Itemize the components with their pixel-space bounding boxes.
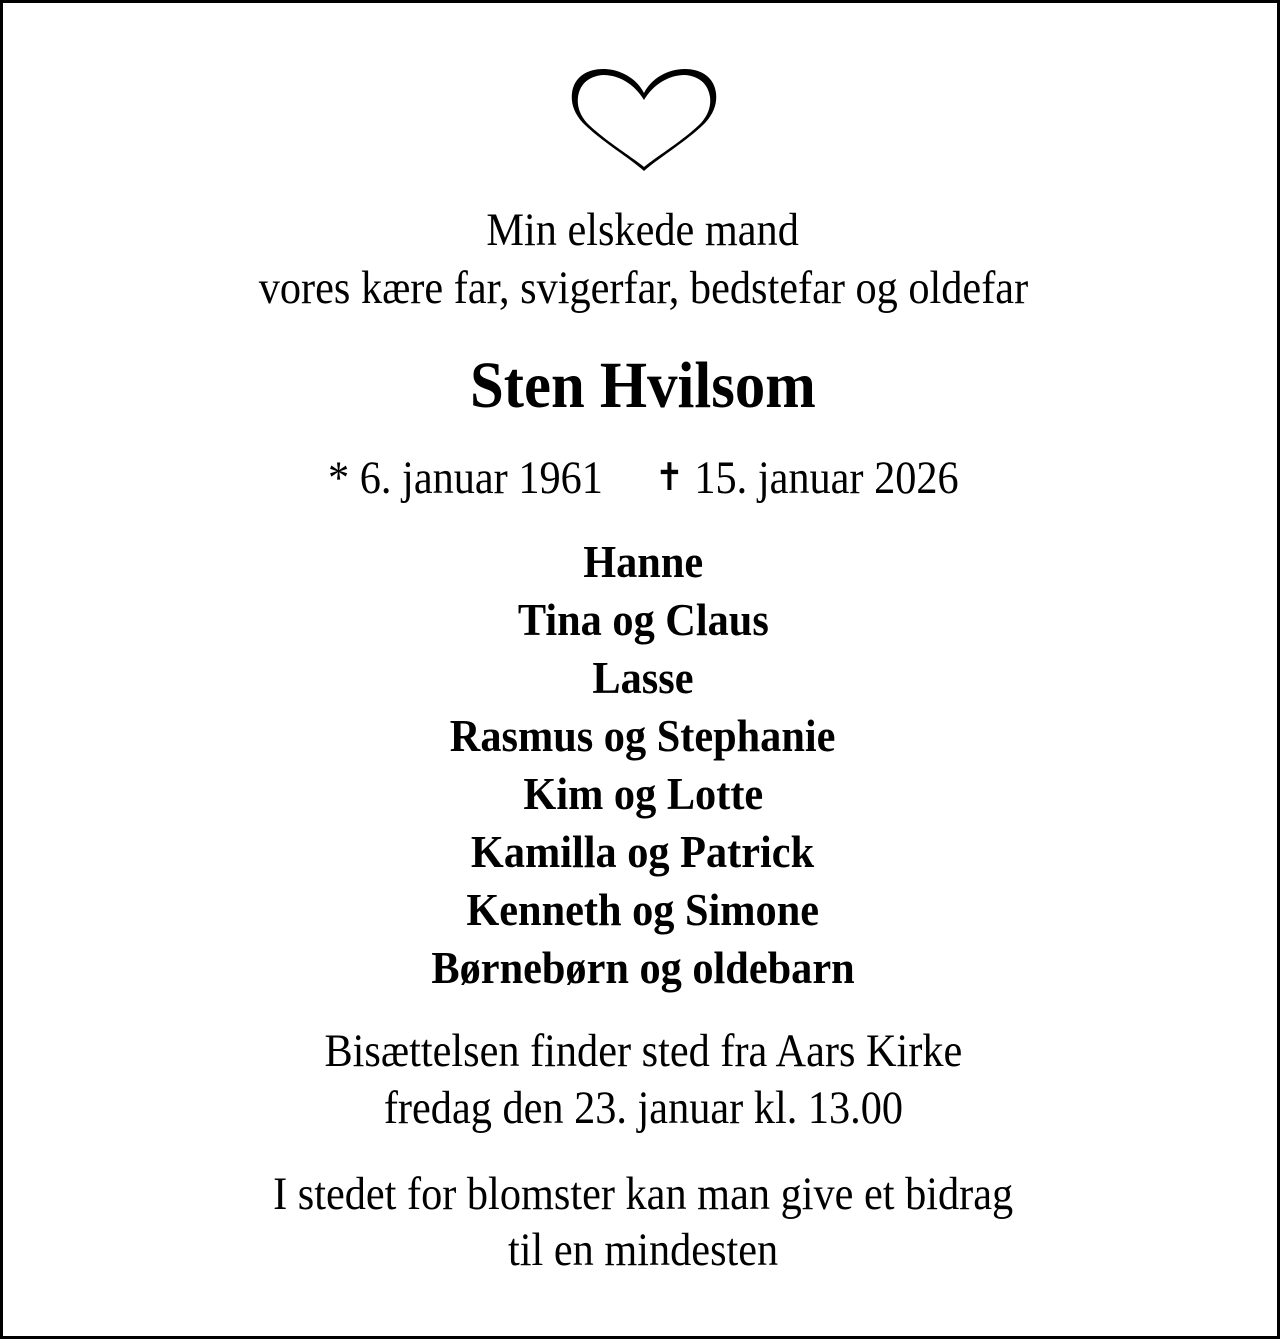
life-dates [3, 449, 1280, 506]
intro-line-1: Min elskede mand [486, 204, 800, 256]
family-member: Hanne [583, 536, 703, 587]
family-member: Lasse [592, 652, 694, 703]
funeral-line-2: fredag den 23. januar kl. 13.00 [383, 1082, 903, 1134]
birth-symbol: * [327, 452, 349, 504]
family-member: Børnebørn og oldebarn [431, 942, 855, 993]
funeral-line-1: Bisættelsen finder sted fra Aars Kirke [324, 1025, 962, 1077]
heart-icon [571, 67, 717, 173]
donation-line-2: til en mindesten [507, 1224, 779, 1276]
death-date: 15. januar 2026 [694, 452, 959, 504]
family-member: Kenneth og Simone [466, 884, 820, 935]
birth-date: 6. januar 1961 [359, 452, 603, 504]
family-member: Kamilla og Patrick [471, 826, 815, 877]
deceased-name: Sten Hvilsom [470, 349, 816, 422]
intro-line-2: vores kære far, svigerfar, bedstefar og oldefar [258, 262, 1028, 314]
family-member: Rasmus og Stephanie [450, 710, 836, 761]
donation-line-1: I stedet for blomster kan man give et bidrag [272, 1168, 1014, 1220]
family-member: Tina og Claus [517, 594, 769, 645]
family-member: Kim og Lotte [523, 768, 763, 819]
cross-icon: ✝ [654, 455, 684, 499]
